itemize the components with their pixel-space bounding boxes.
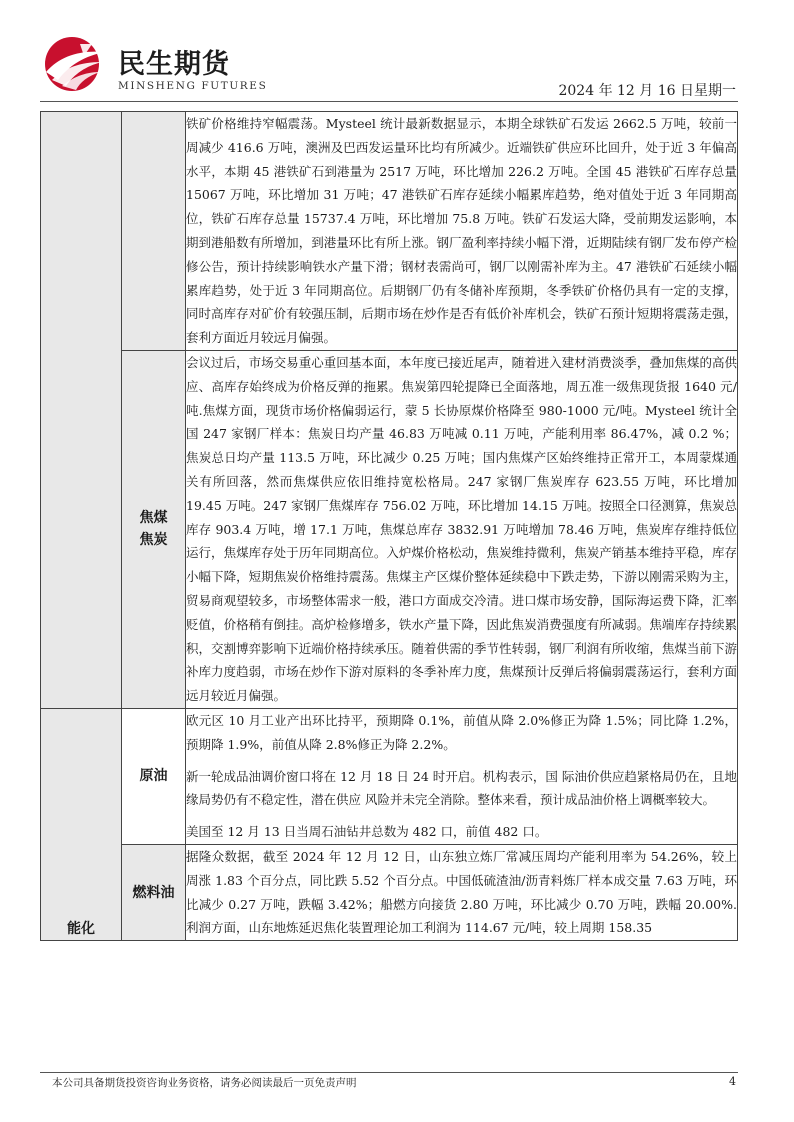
table-row-fuel-oil (41, 844, 738, 940)
report-date: 2024 年 12 月 16 日星期一 (558, 83, 736, 99)
product-cell-coking-coal-coke (122, 350, 186, 708)
table-row-crude-oil (41, 708, 738, 844)
minsheng-logo-icon (40, 36, 108, 92)
brand-name-cn: 民生期货 (118, 49, 230, 80)
commentary-paragraph: 铁矿价格维持窄幅震荡。Mysteel 统计最新数据显示，本期全球铁矿石发运 2662.5 万吨，较前一周减少 416.6 万吨，澳洲及巴西发运量环比均有所减少。近端铁矿供应环比回升，处于近 3 年偏高水平，本期 45 港铁矿石到港量为 2517 万吨，环比增加 226.2 万吨。全国 45 港铁矿石库存总量 15067 万吨，环比增加 31 万吨；47 港铁矿石库存延续小幅累库趋势，绝对值处于近 3 年同期高位，铁矿石库存总量 15737.4 万吨，环比增加 75.8 万吨。铁矿石发运大降，受前期发运影响，本期到港船数有所增加，到港量环比有所上涨。钢厂盈利率持续小幅下滑，近期陆续有钢厂发布停产检修公告，预计持续影响铁水产量下滑；钢材表需尚可，钢厂以刚需补库为主。47 港铁矿石延续小幅累库趋势，处于近 3 年同期高位。后期钢厂仍有冬储补库预期，冬季铁矿价格仍具有一定的支撑，同时高库存对矿价有较强压制，后期市场在炒作是否有低价补库机会，铁矿石预计短期将震荡走强，套利方面近月较远月偏强。 (186, 116, 737, 346)
page-number: 4 (729, 1075, 736, 1088)
product-cell-iron-ore (122, 112, 186, 351)
commodity-commentary-table (40, 111, 738, 941)
commentary-paragraph: 新一轮成品油调价窗口将在 12 月 18 日 24 时开启。机构表示，国 际油价供应趋紧格局仍在，且地缘局势仍有不稳定性，潜在供应 风险并未完全消除。整体来看，预计成品油价格上调概率较大。 (186, 768, 737, 808)
footer-divider (40, 1072, 738, 1073)
product-label: 焦煤 焦炭 (139, 510, 168, 549)
commentary-cell (186, 708, 738, 844)
commentary-paragraph: 据隆众数据，截至 2024 年 12 月 12 日，山东独立炼厂常减压周均产能利用率为 54.26%，较上周涨 1.83 个百分点，同比跌 5.52 个百分点。中国低硫渣油/沥青料炼厂样本成交量 7.63 万吨，环比减少 0.27 万吨，跌幅 3.42%；船燃方向接货 2.80 万吨，环比减少 0.70 万吨，跌幅 20.00%.利润方面，山东地炼延迟焦化装置理论加工利润为 114.67 元/吨，较上周期 158.35 (186, 848, 737, 936)
category-cell-energy-chemicals: 能化 (41, 708, 122, 940)
footer-disclaimer: 本公司具备期货投资咨询业务资格，请务必阅读最后一页免责声明 (52, 1077, 357, 1089)
table-row-iron-ore (41, 112, 738, 351)
commentary-paragraph: 欧元区 10 月工业产出环比持平，预期降 0.1%，前值从降 2.0%修正为降 1.5%；同比降 1.2%，预期降 1.9%，前值从降 2.8%修正为降 2.2%。 (186, 712, 737, 752)
commentary-paragraph: 美国至 12 月 13 日当周石油钻井总数为 482 口，前值 482 口。 (186, 824, 548, 840)
commentary-paragraph: 会议过后，市场交易重心重回基本面，本年度已接近尾声，随着进入建材消费淡季，叠加焦煤的高供应、高库存始终成为价格反弹的拖累。焦炭第四轮提降已全面落地，周五准一级焦现货报 1640 元/吨.焦煤方面，现货市场价格偏弱运行，蒙 5 长协原煤价格降至 980-1000 元/吨。Mysteel 统计全国 247 家钢厂样本：焦炭日均产量 46.83 万吨减 0.11 万吨，产能利用率 86.47%，减 0.2 %；焦炭总日均产量 113.5 万吨，环比减少 0.25 万吨；国内焦煤产区始终维持正常开工，本周蒙煤通关有所回落，然而焦煤供应依旧维持宽松格局。247 家钢厂焦炭库存 623.55 万吨，环比增加 19.45 万吨。247 家钢厂焦煤库存 756.02 万吨，环比增加 14.15 万吨。按照全口径测算，焦炭总库存 903.4 万吨，增 17.1 万吨，焦煤总库存 3832.91 万吨增加 78.46 万吨，焦炭库存维持低位运行，焦煤库存处于历年同期高位。入炉煤价格松动，焦炭维持微利，焦炭产销基本维持平稳，库存小幅下降，短期焦炭价格维持震荡。焦煤主产区煤价整体延续稳中下跌走势，下游以刚需采购为主，贸易商观望较多，市场整体需求一般，港口方面成交冷清。进口煤市场安静，国际海运费下降，汇率贬值，价格稍有倒挂。高炉检修增多，铁水产量下降，因此焦炭消费强度有所减弱。焦端库存持续累积，交割博弈影响下近端价格持续承压。随着供需的季节性转弱，钢厂利润有所收缩，焦煤当前下游补库力度趋弱，市场在炒作下游对原料的冬季补库力度，焦煤预计反弹后将偏弱震荡运行，套利方面远月较近月偏强。 (186, 354, 737, 704)
category-cell-black (41, 112, 122, 709)
product-cell-crude-oil: 原油 (122, 708, 186, 844)
commentary-cell (186, 350, 738, 708)
brand-name-en: MINSHENG FUTURES (118, 80, 268, 92)
product-cell-fuel-oil: 燃料油 (122, 844, 186, 940)
commentary-cell (186, 844, 738, 940)
commentary-cell (186, 112, 738, 351)
table-row-coking-coal-coke (41, 350, 738, 708)
header-divider (40, 101, 738, 102)
